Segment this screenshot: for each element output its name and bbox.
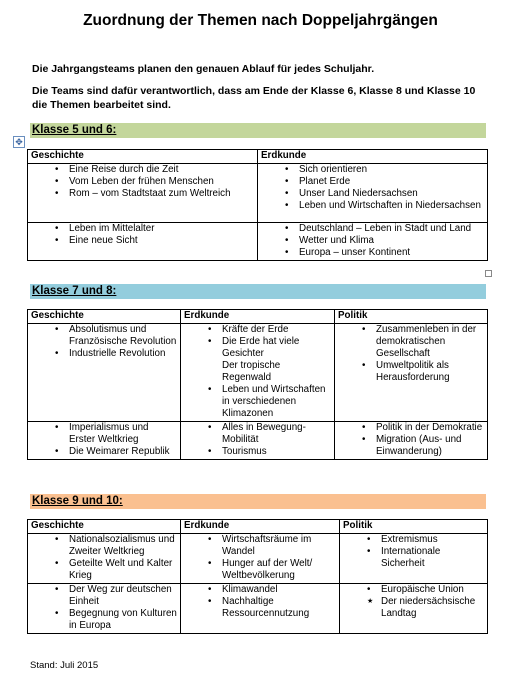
list-item: • Nachhaltige Ressourcennutzung [222, 596, 336, 620]
list-item: • Vom Leben der frühen Menschen [69, 176, 254, 188]
list-item: • Leben und Wirtschaften in Niedersachsen [299, 200, 484, 212]
list-item: • Sich orientieren [299, 164, 484, 176]
list-item: • Hunger auf der Welt/ Weltbevölkerung [222, 558, 336, 582]
list-item: • Umweltpolitik als Herausforderung [376, 360, 484, 384]
table-cell [258, 223, 488, 261]
table-cell [340, 584, 488, 634]
list-item: • Politik in der Demokratie [376, 422, 484, 434]
table-klasse-5-6 [27, 149, 488, 261]
list-item: • Leben und Wirtschaften in verschiedenen Klimazonen [222, 384, 331, 420]
list-item: • Unser Land Niedersachsen [299, 188, 484, 200]
table-cell [28, 422, 181, 460]
list-item: • Nationalsozialismus und Zweiter Weltkrieg [69, 534, 177, 558]
table-header-row [28, 520, 488, 534]
intro-line-2: Die Teams sind dafür verantwortlich, dass am Ende der Klasse 6, Klasse 8 und Klasse 10 die Themen bearbeitet sind. [32, 85, 476, 111]
list-item: • Deutschland – Leben in Stadt und Land [299, 223, 484, 235]
list-item: • Alles in Bewegung- Mobilität [222, 422, 331, 446]
column-header: Erdkunde [181, 310, 335, 324]
table-cell [28, 534, 181, 584]
list-item: • Industrielle Revolution [69, 348, 177, 360]
table-cell [28, 324, 181, 422]
table-cell [258, 164, 488, 223]
list-item: ★ Der niedersächsische Landtag [381, 596, 484, 620]
column-header: Geschichte [28, 520, 181, 534]
list-item: • Leben im Mittelalter [69, 223, 254, 235]
list-item: • Imperialismus und Erster Weltkrieg [69, 422, 177, 446]
list-item: • Eine neue Sicht [69, 235, 254, 247]
table-cell [335, 422, 488, 460]
list-item: • Die Erde hat viele Gesichter [222, 336, 331, 360]
table-row [28, 584, 488, 634]
table-cell [28, 584, 181, 634]
list-item: • Die Weimarer Republik [69, 446, 177, 458]
table-cell [335, 324, 488, 422]
column-header: Geschichte [28, 310, 181, 324]
list-item: • Planet Erde [299, 176, 484, 188]
list-item: • Europa – unser Kontinent [299, 247, 484, 259]
list-item: • Eine Reise durch die Zeit [69, 164, 254, 176]
list-item: • Rom – vom Stadtstaat zum Weltreich [69, 188, 254, 200]
list-item: • Tourismus [222, 446, 331, 458]
table-move-handle-icon[interactable]: ✥ [13, 136, 25, 148]
table-header-row [28, 150, 488, 164]
column-header: Politik [335, 310, 488, 324]
column-header: Erdkunde [181, 520, 340, 534]
list-item: • Absolutismus und Französische Revolution [69, 324, 177, 348]
column-header: Erdkunde [258, 150, 488, 164]
list-item: • Internationale Sicherheit [381, 546, 484, 570]
table-resize-handle[interactable] [485, 270, 492, 277]
table-klasse-7-8 [27, 309, 488, 460]
table-cell [181, 534, 340, 584]
table-row [28, 324, 488, 422]
section-heading-klasse-9-10: Klasse 9 und 10: [30, 494, 486, 509]
footer-date: Stand: Juli 2015 [30, 660, 99, 671]
table-row [28, 223, 488, 261]
list-item: • Extremismus [381, 534, 484, 546]
table-cell [181, 584, 340, 634]
table-cell [28, 164, 258, 223]
table-cell [28, 223, 258, 261]
table-header-row [28, 310, 488, 324]
list-item: • Begegnung von Kulturen in Europa [69, 608, 177, 632]
table-cell [181, 422, 335, 460]
table-row [28, 422, 488, 460]
list-item: • Geteilte Welt und Kalter Krieg [69, 558, 177, 582]
table-cell [340, 534, 488, 584]
list-item: • Europäische Union [381, 584, 484, 596]
list-item: • Wetter und Klima [299, 235, 484, 247]
table-row [28, 164, 488, 223]
list-item: • Migration (Aus- und Einwanderung) [376, 434, 484, 458]
table-row [28, 534, 488, 584]
section-heading-klasse-5-6: Klasse 5 und 6: [30, 123, 486, 138]
list-item: • Der Weg zur deutschen Einheit [69, 584, 177, 608]
list-item: • Wirtschaftsräume im Wandel [222, 534, 336, 558]
page-title: Zuordnung der Themen nach Doppeljahrgängen [83, 12, 438, 29]
intro-line-1: Die Jahrgangsteams planen den genauen Ablauf für jedes Schuljahr. [32, 63, 375, 75]
column-header: Politik [340, 520, 488, 534]
table-cell [181, 324, 335, 422]
list-item: Der tropische Regenwald [222, 360, 281, 383]
table-klasse-9-10 [27, 519, 488, 634]
section-heading-klasse-7-8: Klasse 7 und 8: [30, 284, 486, 299]
list-item: • Klimawandel [222, 584, 336, 596]
list-item: • Kräfte der Erde [222, 324, 331, 336]
column-header: Geschichte [28, 150, 258, 164]
list-item: • Zusammenleben in der demokratischen Gesellschaft [376, 324, 484, 360]
